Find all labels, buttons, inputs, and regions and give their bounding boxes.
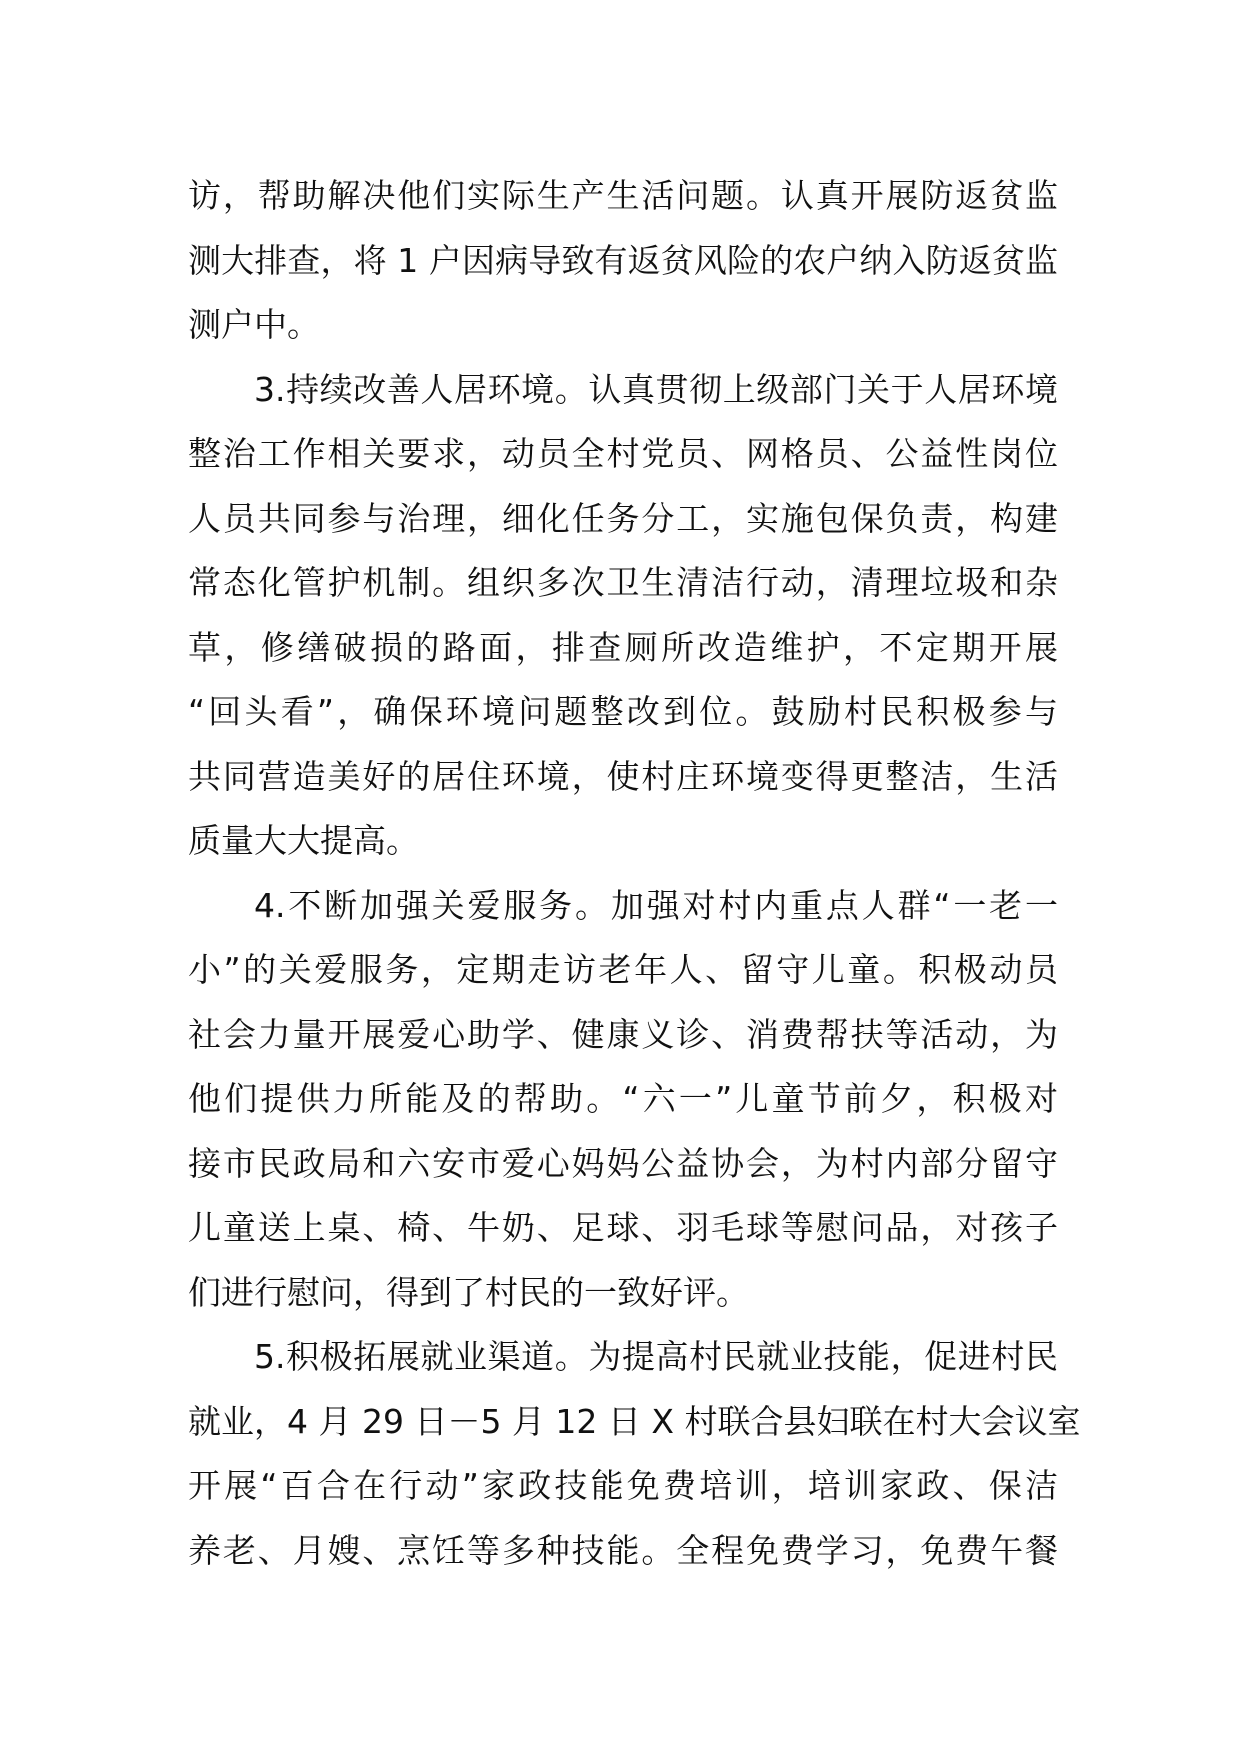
text-line: 质量大大提高。 (188, 821, 419, 860)
text-line: 儿童送上桌、椅、牛奶、足球、羽毛球等慰问品，对孩子 (188, 1208, 1058, 1247)
text-line: 访，帮助解决他们实际生产生活问题。认真开展防返贫监 (188, 176, 1058, 215)
text-line: 人员共同参与治理，细化任务分工，实施包保负责，构建 (188, 498, 1058, 538)
text-line: 他们提供力所能及的帮助。“六一”儿童节前夕，积极对 (188, 1079, 1058, 1118)
text-line: 共同营造美好的居住环境，使村庄环境变得更整洁，生活 (188, 756, 1058, 796)
text-line: 常态化管护机制。组织多次卫生清洁行动，清理垃圾和杂 (188, 563, 1058, 602)
text-line: 养老、月嫂、烹饪等多种技能。全程免费学习，免费午餐 (188, 1530, 1058, 1570)
paragraph-continuation (188, 164, 1058, 358)
text-line: “回头看”，确保环境问题整改到位。鼓励村民积极参与 (188, 692, 1058, 731)
text-line: 测大排查，将 1 户因病导致有返贫风险的农户纳入防返贫监 (188, 240, 1058, 280)
text-line: 整治工作相关要求，动员全村党员、网格员、公益性岗位 (188, 434, 1058, 473)
document-body (188, 164, 1081, 1583)
text-line: 就业，4 月 29 日－5 月 12 日 X 村联合县妇联在村大会议室 (188, 1401, 1081, 1441)
text-line: 3.持续改善人居环境。认真贯彻上级部门关于人居环境 (254, 369, 1058, 409)
paragraph-living-environment (188, 358, 1058, 874)
paragraph-care-services (188, 874, 1058, 1326)
text-line: 们进行慰问，得到了村民的一致好评。 (188, 1272, 749, 1312)
text-line: 接市民政局和六安市爱心妈妈公益协会，为村内部分留守 (188, 1143, 1058, 1183)
paragraph-employment (188, 1325, 1081, 1583)
text-line: 4.不断加强关爱服务。加强对村内重点人群“一老一 (254, 885, 1058, 925)
text-line: 5.积极拓展就业渠道。为提高村民就业技能，促进村民 (254, 1337, 1058, 1376)
text-line: 开展“百合在行动”家政技能免费培训，培训家政、保洁 (188, 1466, 1058, 1505)
text-line: 小”的关爱服务，定期走访老年人、留守儿童。积极动员 (188, 950, 1058, 989)
text-line: 草，修缮破损的路面，排查厕所改造维护，不定期开展 (188, 627, 1058, 667)
text-line: 社会力量开展爱心助学、健康义诊、消费帮扶等活动，为 (188, 1014, 1058, 1054)
text-line: 测户中。 (188, 305, 320, 344)
